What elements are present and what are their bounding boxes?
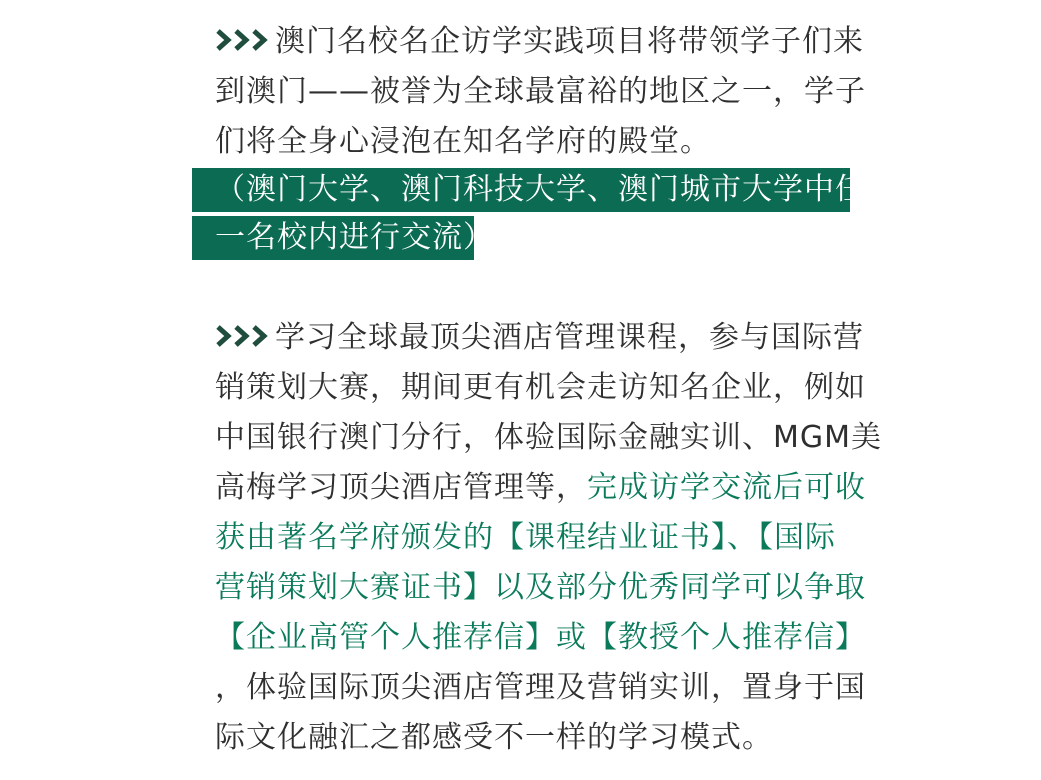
- paragraph-2-line-9: 际文化融汇之都感受不一样的学习模式。: [215, 720, 773, 755]
- triple-chevron-icon: [215, 28, 271, 52]
- paragraph-2-line-5: 获由著名学府颁发的【课程结业证书】、【国际: [215, 520, 836, 555]
- paragraph-1-line-1: [215, 20, 864, 64]
- highlight-text-1: （澳门大学、澳门科技大学、澳门城市大学中任: [215, 172, 866, 207]
- paragraph-2-line-4: [215, 466, 866, 510]
- triple-chevron-icon: [215, 324, 271, 348]
- paragraph-2-line-2: 销策划大赛，期间更有机会走访知名企业，例如: [215, 370, 866, 405]
- paragraph-1-text-1: 澳门名校名企访学实践项目将带领学子们来: [275, 24, 864, 59]
- paragraph-2-text-4b: 完成访学交流后可收: [587, 470, 866, 505]
- paragraph-2-line-6: 营销策划大赛证书】以及部分优秀同学可以争取: [215, 570, 866, 605]
- paragraph-2-line-7: 【企业高管个人推荐信】或【教授个人推荐信】: [215, 620, 866, 655]
- paragraph-1-line-3: 们将全身心浸泡在知名学府的殿堂。: [215, 124, 711, 159]
- paragraph-2-text-1: 学习全球最顶尖酒店管理课程，参与国际营: [275, 320, 864, 355]
- paragraph-2-line-8: ，体验国际顶尖酒店管理及营销实训，置身于国: [215, 670, 866, 705]
- paragraph-2-line-1: [215, 316, 864, 360]
- highlight-text-2: 一名校内进行交流）: [215, 220, 494, 255]
- paragraph-2-text-4a: 高梅学习顶尖酒店管理等，: [215, 470, 587, 505]
- paragraph-1-line-2: 到澳门——被誉为全球最富裕的地区之一，学子: [215, 74, 866, 109]
- paragraph-2-line-3: 中国银行澳门分行，体验国际金融实训、MGM美: [215, 420, 883, 455]
